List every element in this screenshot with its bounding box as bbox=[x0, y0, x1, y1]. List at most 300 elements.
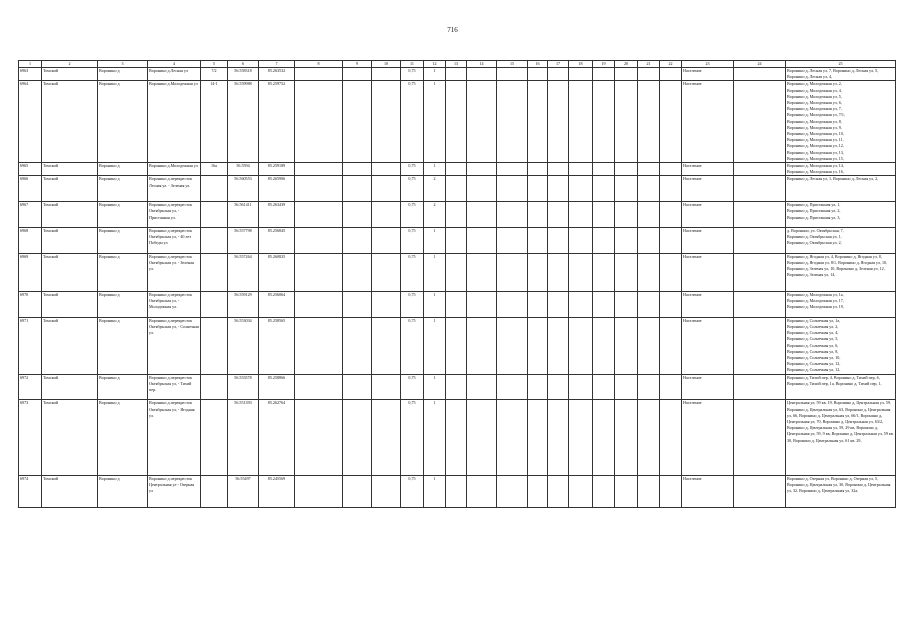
cell-empty bbox=[343, 163, 372, 176]
cell-empty bbox=[548, 475, 569, 507]
cell-empty bbox=[446, 202, 467, 228]
cell-empty bbox=[295, 292, 343, 318]
cell-empty bbox=[615, 400, 638, 475]
cell-empty bbox=[497, 292, 528, 318]
cell-empty bbox=[372, 202, 401, 228]
cell-house bbox=[201, 400, 228, 475]
cell-locality: Воронино д bbox=[98, 163, 148, 176]
cell-no: 6965 bbox=[19, 163, 42, 176]
cell-empty bbox=[638, 475, 660, 507]
cell-locality: Воронино д bbox=[98, 228, 148, 254]
cell-category: Население bbox=[682, 163, 734, 176]
cell-lon: 85.260825 bbox=[259, 253, 295, 291]
column-header: 16 bbox=[528, 61, 548, 68]
cell-empty bbox=[569, 228, 593, 254]
table-row bbox=[19, 374, 896, 400]
cell-no: 6971 bbox=[19, 317, 42, 374]
cell-empty bbox=[528, 317, 548, 374]
cell-empty bbox=[615, 317, 638, 374]
cell-empty bbox=[528, 253, 548, 291]
cell-count: 1 bbox=[424, 317, 446, 374]
cell-empty bbox=[569, 202, 593, 228]
cell-addresses: Воронино д, Молодежная ул, 14, Воронино д, Молодежная ул, 16, bbox=[786, 163, 896, 176]
cell-locality: Воронино д bbox=[98, 317, 148, 374]
cell-empty bbox=[467, 176, 497, 202]
cell-empty bbox=[467, 202, 497, 228]
cell-empty bbox=[528, 374, 548, 400]
cell-category: Население bbox=[682, 253, 734, 291]
cell-lat: 56.553578 bbox=[228, 374, 259, 400]
cell-no: 6972 bbox=[19, 374, 42, 400]
column-header: 3 bbox=[98, 61, 148, 68]
cell-category: Население bbox=[682, 317, 734, 374]
cell-empty bbox=[548, 81, 569, 163]
cell-empty bbox=[734, 317, 786, 374]
cell-lon: 85.256064 bbox=[259, 292, 295, 318]
cell-count: 1 bbox=[424, 475, 446, 507]
cell-no: 6974 bbox=[19, 475, 42, 507]
cell-empty bbox=[548, 176, 569, 202]
cell-empty bbox=[295, 202, 343, 228]
cell-empty bbox=[615, 176, 638, 202]
cell-addresses: Воронино д, Озерная ул, Воронино д, Озерная ул, 5, Воронино д, Центральная ул, 30, Воронино д, Центральная ул, 32, Воронино д, Центральная ул, 32а, bbox=[786, 475, 896, 507]
cell-empty bbox=[372, 292, 401, 318]
cell-empty bbox=[528, 475, 548, 507]
cell-lat: 56.559988 bbox=[228, 81, 259, 163]
cell-empty bbox=[638, 202, 660, 228]
cell-empty bbox=[569, 176, 593, 202]
cell-category: Население bbox=[682, 68, 734, 81]
cell-region: Томский bbox=[42, 400, 98, 475]
cell-addresses: д. Воронино, ул. Октябрьская, 7, Воронино д, Октябрьская ул, 1, Воронино д, Октябрьская ул, 2, bbox=[786, 228, 896, 254]
cell-empty bbox=[734, 81, 786, 163]
cell-empty bbox=[638, 292, 660, 318]
column-header: 7 bbox=[259, 61, 295, 68]
cell-empty bbox=[372, 163, 401, 176]
cell-empty bbox=[497, 81, 528, 163]
cell-empty bbox=[343, 475, 372, 507]
cell-empty bbox=[615, 163, 638, 176]
cell-empty bbox=[372, 176, 401, 202]
cell-empty bbox=[593, 400, 615, 475]
cell-street: Воронино д.перекресток Октябрьская ул, - Тихий пер. bbox=[148, 374, 201, 400]
cell-lat: 56.553034 bbox=[228, 317, 259, 374]
cell-no: 6964 bbox=[19, 81, 42, 163]
cell-empty bbox=[548, 317, 569, 374]
cell-empty bbox=[615, 374, 638, 400]
cell-empty bbox=[446, 253, 467, 291]
cell-empty bbox=[295, 374, 343, 400]
cell-lon: 85.259189 bbox=[259, 163, 295, 176]
cell-empty bbox=[660, 400, 682, 475]
cell-val: 0,75 bbox=[401, 81, 424, 163]
cell-house: 14-1 bbox=[201, 81, 228, 163]
cell-empty bbox=[497, 228, 528, 254]
cell-count: 1 bbox=[424, 400, 446, 475]
cell-empty bbox=[548, 163, 569, 176]
table-row bbox=[19, 202, 896, 228]
cell-locality: Воронино д bbox=[98, 176, 148, 202]
cell-street: Воронино д.Лесная ул bbox=[148, 68, 201, 81]
cell-empty bbox=[446, 374, 467, 400]
table-row bbox=[19, 475, 896, 507]
cell-empty bbox=[528, 68, 548, 81]
cell-category: Население bbox=[682, 81, 734, 163]
cell-empty bbox=[446, 475, 467, 507]
cell-empty bbox=[615, 292, 638, 318]
cell-empty bbox=[446, 163, 467, 176]
table-row bbox=[19, 228, 896, 254]
column-header: 2 bbox=[42, 61, 98, 68]
cell-addresses: Воронино д, Солнечная ул, 1а, Воронино д, Солнечная ул, 2, Воронино д, Солнечная ул, 4, Воронино д, Солнечная ул, 5, Воронино д, Солнечная ул, 6, Воронино д, Солнечная ул, 8, Воронино д, Солнечная ул, 10, Воронино д, Солнечная ул, 12, Воронино д, Солнечная ул, 12, bbox=[786, 317, 896, 374]
cell-val: 0,75 bbox=[401, 317, 424, 374]
cell-empty bbox=[497, 374, 528, 400]
cell-empty bbox=[593, 202, 615, 228]
cell-empty bbox=[734, 292, 786, 318]
cell-val: 0,75 bbox=[401, 374, 424, 400]
cell-empty bbox=[593, 81, 615, 163]
cell-empty bbox=[446, 292, 467, 318]
cell-empty bbox=[569, 68, 593, 81]
data-table bbox=[18, 60, 896, 508]
cell-lon: 85.259752 bbox=[259, 81, 295, 163]
cell-locality: Воронино д bbox=[98, 374, 148, 400]
cell-empty bbox=[593, 317, 615, 374]
cell-empty bbox=[548, 374, 569, 400]
table-row bbox=[19, 317, 896, 374]
cell-empty bbox=[734, 228, 786, 254]
cell-empty bbox=[660, 475, 682, 507]
cell-empty bbox=[497, 400, 528, 475]
cell-locality: Воронино д bbox=[98, 475, 148, 507]
page-number: 716 bbox=[447, 26, 458, 34]
cell-val: 0,75 bbox=[401, 475, 424, 507]
cell-empty bbox=[497, 68, 528, 81]
cell-empty bbox=[593, 228, 615, 254]
cell-lon: 85.263532 bbox=[259, 68, 295, 81]
cell-empty bbox=[569, 317, 593, 374]
cell-addresses: Воронино д, Тихий пер, 4, Воронино д, Тихий пер, 6, Воронино д, Тихий пер, 1а, Воронино д, Тихий пер, 1, bbox=[786, 374, 896, 400]
table-row bbox=[19, 292, 896, 318]
cell-empty bbox=[446, 68, 467, 81]
column-header: 1 bbox=[19, 61, 42, 68]
cell-count: 1 bbox=[424, 81, 446, 163]
column-header: 17 bbox=[548, 61, 569, 68]
cell-empty bbox=[548, 400, 569, 475]
cell-addresses: Центральная ул, 59 кв. 19, Воронино д, Центральная ул, 59, Воронино д, Центральная ул, 63, Воронино д, Центральная ул, 66, Воронино д, Центральная ул, 66/1, Воронино д, Центральная ул, 70, Воронино д, Центральная ул, 63/2, Воронино д, Центральная ул, 59, 29 кв, Воронино д, Центральная ул, 59, 9 кв, Воронино д, Центральная ул, 59 кв. 30, Воронино д, Центральная ул, 61 кв. 29, bbox=[786, 400, 896, 475]
cell-empty bbox=[569, 475, 593, 507]
cell-empty bbox=[734, 374, 786, 400]
cell-empty bbox=[660, 228, 682, 254]
cell-lat: 56.551393 bbox=[228, 400, 259, 475]
cell-lon: 85.258866 bbox=[259, 374, 295, 400]
cell-empty bbox=[638, 400, 660, 475]
cell-empty bbox=[638, 228, 660, 254]
cell-empty bbox=[548, 292, 569, 318]
cell-empty bbox=[295, 176, 343, 202]
cell-empty bbox=[615, 253, 638, 291]
column-header: 12 bbox=[424, 61, 446, 68]
cell-empty bbox=[638, 374, 660, 400]
cell-empty bbox=[343, 81, 372, 163]
cell-locality: Воронино д bbox=[98, 400, 148, 475]
cell-no: 6969 bbox=[19, 253, 42, 291]
cell-addresses: Воронино д, Лесная ул, 7, Воронино д, Лесная ул, 5, Воронино д, Лесная ул, 4, bbox=[786, 68, 896, 81]
cell-empty bbox=[660, 374, 682, 400]
column-header: 25 bbox=[786, 61, 896, 68]
cell-street: Воронино д.перекресток Октябрьская ул, - 40 лет Победы ул bbox=[148, 228, 201, 254]
cell-empty bbox=[343, 400, 372, 475]
cell-empty bbox=[593, 292, 615, 318]
cell-count: 2 bbox=[424, 176, 446, 202]
cell-empty bbox=[660, 81, 682, 163]
cell-empty bbox=[569, 253, 593, 291]
cell-empty bbox=[497, 253, 528, 291]
cell-empty bbox=[528, 202, 548, 228]
cell-addresses: Воронино д, Молодежная ул, 2, Воронино д, Молодежная ул, 4, Воронино д, Молодежная ул, 5, Воронино д, Молодежная ул, 6, Воронино д, Молодежная ул, 7, Воронино д, Молодежная ул, 7/1, Воронино д, Молодежная ул, 8, Воронино д, Молодежная ул, 9, Воронино д, Молодежная ул, 10, Воронино д, Молодежная ул, 11, Воронино д, Молодежная ул, 12, Воронино д, Молодежная ул, 13, Воронино д, Молодежная ул, 15, bbox=[786, 81, 896, 163]
cell-empty bbox=[638, 317, 660, 374]
cell-empty bbox=[372, 253, 401, 291]
cell-empty bbox=[638, 253, 660, 291]
cell-empty bbox=[548, 228, 569, 254]
cell-region: Томский bbox=[42, 228, 98, 254]
column-header: 6 bbox=[228, 61, 259, 68]
cell-val: 0,75 bbox=[401, 202, 424, 228]
cell-street: Воронино д.Молодежная ул bbox=[148, 81, 201, 163]
cell-empty bbox=[467, 163, 497, 176]
cell-region: Томский bbox=[42, 253, 98, 291]
cell-addresses: Воронино д, Молодежная ул, 1а, Воронино д, Молодежная ул, 17, Воронино д, Молодежная ул, 19, bbox=[786, 292, 896, 318]
cell-lon: 85.262764 bbox=[259, 400, 295, 475]
cell-empty bbox=[615, 228, 638, 254]
cell-addresses: Воронино д, Ягодная ул, 4, Воронино д, Ягодная ул, 8, Воронино д, Ягодная ул, 8/1, Воронино д, Ягодная ул, 10, Воронино д, Зеленая ул, 10, Воронино д, Зеленая ул, 12, Воронино д, Зеленая ул, 14, bbox=[786, 253, 896, 291]
cell-no: 6967 bbox=[19, 202, 42, 228]
cell-house bbox=[201, 292, 228, 318]
cell-count: 2 bbox=[424, 202, 446, 228]
cell-empty bbox=[295, 253, 343, 291]
cell-empty bbox=[528, 81, 548, 163]
cell-empty bbox=[343, 374, 372, 400]
cell-locality: Воронино д bbox=[98, 68, 148, 81]
cell-lon: 85.245569 bbox=[259, 475, 295, 507]
cell-empty bbox=[295, 81, 343, 163]
cell-lat: 56.557264 bbox=[228, 253, 259, 291]
cell-empty bbox=[295, 228, 343, 254]
cell-empty bbox=[593, 68, 615, 81]
cell-val: 0,75 bbox=[401, 176, 424, 202]
cell-empty bbox=[446, 81, 467, 163]
cell-lat: 56.557798 bbox=[228, 228, 259, 254]
cell-empty bbox=[295, 317, 343, 374]
cell-empty bbox=[372, 228, 401, 254]
cell-empty bbox=[734, 68, 786, 81]
column-header: 20 bbox=[615, 61, 638, 68]
cell-region: Томский bbox=[42, 292, 98, 318]
cell-lat: 56.558318 bbox=[228, 68, 259, 81]
cell-empty bbox=[569, 163, 593, 176]
cell-region: Томский bbox=[42, 317, 98, 374]
cell-empty bbox=[548, 253, 569, 291]
cell-empty bbox=[548, 202, 569, 228]
cell-house bbox=[201, 253, 228, 291]
cell-val: 0,75 bbox=[401, 253, 424, 291]
cell-empty bbox=[660, 176, 682, 202]
column-header: 13 bbox=[446, 61, 467, 68]
cell-lon: 85.263439 bbox=[259, 202, 295, 228]
cell-val: 0,75 bbox=[401, 292, 424, 318]
cell-empty bbox=[528, 163, 548, 176]
cell-empty bbox=[615, 81, 638, 163]
cell-empty bbox=[467, 400, 497, 475]
cell-empty bbox=[372, 475, 401, 507]
cell-empty bbox=[734, 163, 786, 176]
cell-no: 6963 bbox=[19, 68, 42, 81]
cell-addresses: Воронино д, Пристанная ул, 1, Воронино д, Пристанная ул, 2, Воронино д, Пристанная ул, 3, bbox=[786, 202, 896, 228]
cell-no: 6968 bbox=[19, 228, 42, 254]
cell-empty bbox=[734, 475, 786, 507]
cell-empty bbox=[343, 253, 372, 291]
cell-empty bbox=[467, 81, 497, 163]
cell-empty bbox=[446, 176, 467, 202]
cell-empty bbox=[660, 253, 682, 291]
cell-empty bbox=[638, 81, 660, 163]
cell-empty bbox=[372, 68, 401, 81]
cell-empty bbox=[446, 317, 467, 374]
cell-val: 0,75 bbox=[401, 228, 424, 254]
cell-category: Население bbox=[682, 374, 734, 400]
column-header: 23 bbox=[682, 61, 734, 68]
cell-lat: 56.561411 bbox=[228, 202, 259, 228]
cell-empty bbox=[343, 68, 372, 81]
cell-empty bbox=[638, 68, 660, 81]
cell-house bbox=[201, 202, 228, 228]
cell-empty bbox=[467, 317, 497, 374]
cell-empty bbox=[467, 374, 497, 400]
cell-empty bbox=[734, 176, 786, 202]
cell-locality: Воронино д bbox=[98, 81, 148, 163]
column-header: 15 bbox=[497, 61, 528, 68]
column-header: 10 bbox=[372, 61, 401, 68]
cell-empty bbox=[497, 163, 528, 176]
cell-empty bbox=[467, 253, 497, 291]
table-row bbox=[19, 400, 896, 475]
cell-empty bbox=[372, 374, 401, 400]
cell-locality: Воронино д bbox=[98, 292, 148, 318]
column-header: 24 bbox=[734, 61, 786, 68]
cell-category: Население bbox=[682, 475, 734, 507]
cell-street: Воронино д.перекресток Октябрьская ул. - Зеленая ул. bbox=[148, 253, 201, 291]
cell-empty bbox=[593, 176, 615, 202]
table-row bbox=[19, 81, 896, 163]
cell-lat: 56.5594 bbox=[228, 163, 259, 176]
cell-empty bbox=[593, 374, 615, 400]
cell-empty bbox=[467, 228, 497, 254]
column-header: 22 bbox=[660, 61, 682, 68]
column-header: 11 bbox=[401, 61, 424, 68]
cell-val: 0,75 bbox=[401, 163, 424, 176]
cell-empty bbox=[372, 81, 401, 163]
cell-house: 16а bbox=[201, 163, 228, 176]
cell-street: Воронино д.перекресток Центральная ул - Озерная ул bbox=[148, 475, 201, 507]
cell-empty bbox=[497, 475, 528, 507]
cell-empty bbox=[593, 253, 615, 291]
cell-empty bbox=[467, 68, 497, 81]
cell-street: Воронино д.перекресток Октябрьская ул, - Ягодная ул. bbox=[148, 400, 201, 475]
cell-category: Население bbox=[682, 176, 734, 202]
column-header: 14 bbox=[467, 61, 497, 68]
column-header: 18 bbox=[569, 61, 593, 68]
cell-street: Воронино д.перекресток Октябрьская ул, - Пристанная ул. bbox=[148, 202, 201, 228]
cell-empty bbox=[295, 475, 343, 507]
cell-region: Томский bbox=[42, 475, 98, 507]
cell-category: Население bbox=[682, 202, 734, 228]
cell-empty bbox=[569, 81, 593, 163]
cell-empty bbox=[528, 400, 548, 475]
cell-empty bbox=[295, 400, 343, 475]
cell-region: Томский bbox=[42, 202, 98, 228]
column-header: 5 bbox=[201, 61, 228, 68]
cell-count: 1 bbox=[424, 292, 446, 318]
cell-house: 7/2 bbox=[201, 68, 228, 81]
cell-empty bbox=[638, 163, 660, 176]
cell-empty bbox=[734, 253, 786, 291]
cell-lat: 56.559129 bbox=[228, 292, 259, 318]
column-header: 19 bbox=[593, 61, 615, 68]
cell-lon: 85.265906 bbox=[259, 176, 295, 202]
cell-locality: Воронино д bbox=[98, 253, 148, 291]
cell-empty bbox=[446, 400, 467, 475]
cell-empty bbox=[497, 317, 528, 374]
table-row bbox=[19, 68, 896, 81]
cell-empty bbox=[615, 202, 638, 228]
column-header: 21 bbox=[638, 61, 660, 68]
cell-addresses: Воронино д, Лесная ул, 1, Воронино д, Лесная ул, 2, bbox=[786, 176, 896, 202]
cell-house bbox=[201, 317, 228, 374]
cell-region: Томский bbox=[42, 374, 98, 400]
cell-empty bbox=[497, 202, 528, 228]
cell-empty bbox=[593, 475, 615, 507]
cell-category: Население bbox=[682, 228, 734, 254]
cell-category: Население bbox=[682, 400, 734, 475]
cell-empty bbox=[638, 176, 660, 202]
cell-house bbox=[201, 176, 228, 202]
cell-count: 1 bbox=[424, 68, 446, 81]
cell-count: 1 bbox=[424, 253, 446, 291]
column-header: 9 bbox=[343, 61, 372, 68]
cell-empty bbox=[446, 228, 467, 254]
table-row bbox=[19, 176, 896, 202]
cell-empty bbox=[569, 292, 593, 318]
cell-region: Томский bbox=[42, 163, 98, 176]
cell-empty bbox=[660, 163, 682, 176]
cell-locality: Воронино д bbox=[98, 202, 148, 228]
cell-empty bbox=[734, 400, 786, 475]
cell-street: Воронино д.Молодежная ул bbox=[148, 163, 201, 176]
cell-empty bbox=[497, 176, 528, 202]
cell-count: 1 bbox=[424, 374, 446, 400]
cell-empty bbox=[569, 374, 593, 400]
header-row bbox=[19, 61, 896, 68]
cell-empty bbox=[660, 292, 682, 318]
cell-empty bbox=[467, 475, 497, 507]
cell-empty bbox=[343, 202, 372, 228]
cell-no: 6970 bbox=[19, 292, 42, 318]
cell-no: 6966 bbox=[19, 176, 42, 202]
column-header: 4 bbox=[148, 61, 201, 68]
cell-house bbox=[201, 228, 228, 254]
cell-empty bbox=[660, 68, 682, 81]
cell-empty bbox=[343, 292, 372, 318]
